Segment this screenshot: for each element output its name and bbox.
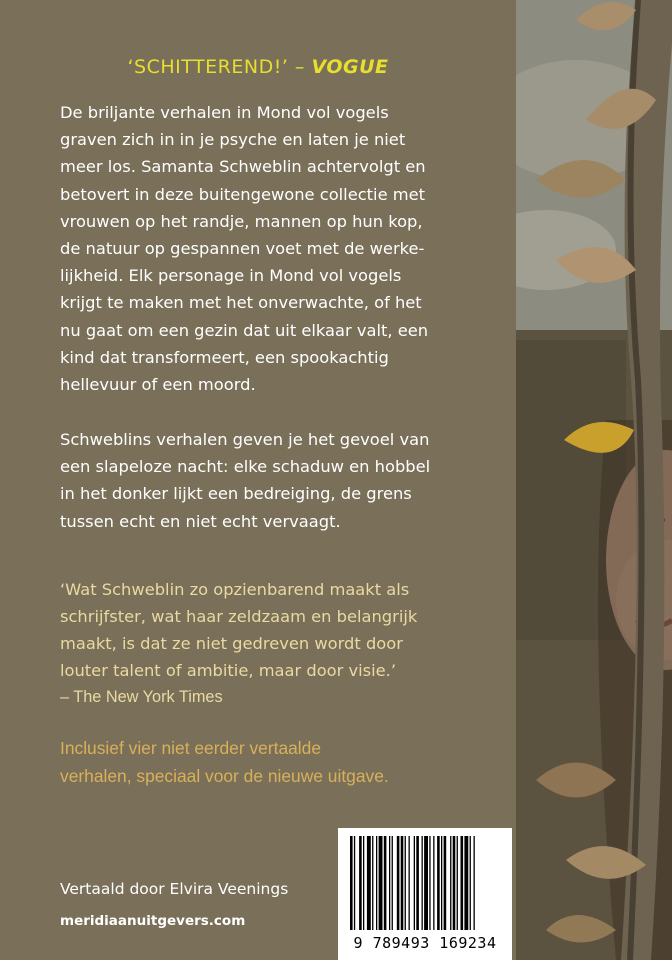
isbn-number: 9 789493 169234 — [353, 934, 497, 952]
inclusion-note — [60, 734, 500, 790]
barcode-bar — [470, 836, 471, 930]
quote-line: schrijfster, wat haar zeldzaam en belangrijk — [60, 607, 418, 626]
barcode-bar — [379, 836, 383, 930]
barcode-bar — [372, 836, 373, 930]
text-line: Schweblins verhalen geven je het gevoel van — [60, 430, 430, 449]
barcode-bar — [359, 836, 362, 930]
text-line: meer los. Samanta Schweblin achtervolgt en — [60, 157, 426, 177]
barcode-bar — [453, 836, 456, 930]
barcode-bar — [437, 836, 440, 930]
barcode-bar — [409, 836, 410, 930]
barcode-bar — [367, 836, 371, 930]
barcode-bar — [433, 836, 434, 930]
barcode-bar — [350, 836, 353, 930]
artwork-illustration — [516, 0, 672, 960]
barcode-bar — [450, 836, 451, 930]
quote-line: louter talent of ambitie, maar door visie.’ — [60, 661, 397, 680]
quote-attribution: – The New York Times — [60, 688, 223, 706]
text-line: betovert in deze buitengewone collectie met — [60, 184, 426, 204]
barcode-bar — [429, 836, 430, 930]
text-line: kind dat transformeert, een spookachtig — [60, 347, 389, 367]
text-line: lijkheid. Elk personage in Mond vol vogels — [60, 266, 402, 286]
barcode-bar — [363, 836, 364, 930]
headline-prefix: ‘SCHITTEREND!’ – — [127, 56, 312, 78]
inclusion-line: Inclusief vier niet eerder vertaalde — [60, 738, 321, 758]
barcode-bar — [422, 836, 423, 930]
barcode-bar — [464, 836, 468, 930]
text-line: De briljante verhalen in Mond vol vogels — [60, 103, 389, 122]
barcode-bar — [461, 836, 464, 930]
publisher-website: meridiaanuitgevers.com — [60, 913, 246, 929]
barcode-bar — [389, 836, 390, 930]
barcode-bar — [354, 836, 355, 930]
barcode-bar — [457, 836, 458, 930]
cover-artwork — [516, 0, 672, 960]
text-line: hellevuur of een moord. — [60, 375, 256, 395]
text-line: tussen echt en niet echt vervaagt. — [60, 511, 341, 531]
quote-line: maakt, is dat ze niet gedreven wordt door — [60, 634, 403, 653]
quote-line: ‘Wat Schweblin zo opzienbarend maakt als — [60, 580, 410, 599]
description-paragraph-1 — [60, 99, 480, 398]
barcode-bar — [444, 836, 447, 930]
inclusion-line: verhalen, speciaal voor de nieuwe uitgave. — [60, 766, 389, 786]
barcode-bar — [441, 836, 442, 930]
text-line: graven zich in in je psyche en laten je niet — [60, 130, 406, 150]
barcode-bar — [405, 836, 406, 930]
barcode-bar — [392, 836, 393, 930]
barcode-bar — [384, 836, 387, 930]
barcode-bar — [397, 836, 400, 930]
barcode-bar — [414, 836, 415, 930]
description-paragraph-2 — [60, 426, 480, 535]
text-line: vrouwen op het randje, mannen op hun kop, — [60, 211, 423, 231]
text-line: een slapeloze nacht: elke schaduw en hobbel — [60, 457, 431, 477]
review-quote — [60, 576, 490, 711]
barcode-bars — [338, 828, 512, 934]
text-line: krijgt te maken met het onverwachte, of het — [60, 293, 422, 313]
barcode-bar — [376, 836, 377, 930]
barcode-bar — [424, 836, 428, 930]
barcode — [338, 828, 512, 960]
barcode-bar — [401, 836, 404, 930]
headline-source: VOGUE — [311, 56, 389, 78]
headline-quote — [0, 56, 516, 78]
translator-credit: Vertaald door Elvira Veenings — [60, 880, 289, 898]
text-line: nu gaat om een gezin dat uit elkaar valt, een — [60, 320, 429, 340]
barcode-bar — [416, 836, 419, 930]
barcode-bar — [474, 836, 475, 930]
text-line: in het donker lijkt een bedreiging, de grens — [60, 484, 412, 504]
text-line: de natuur op gespannen voet met de werke- — [60, 239, 425, 259]
